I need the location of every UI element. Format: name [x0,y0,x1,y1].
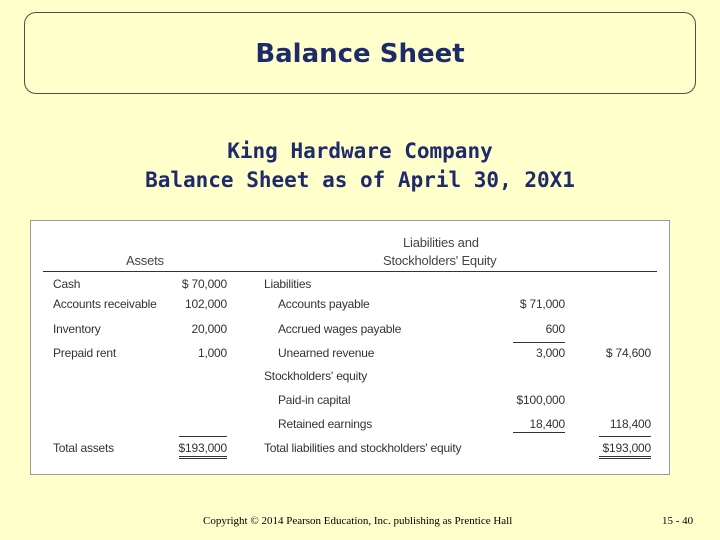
equity-label: Retained earnings [278,417,373,431]
asset-value: $ 70,000 [181,277,227,291]
right-double-rule [599,456,651,459]
right-total-rule [599,436,651,437]
liabilities-total: $ 74,600 [605,346,651,360]
asset-value: 20,000 [191,322,227,336]
title-box [24,12,696,94]
liabilities-header-line2: Stockholders' Equity [383,253,497,268]
company-name: King Hardware Company [227,139,493,163]
liability-label: Unearned revenue [278,346,375,360]
equity-value: 18,400 [529,417,565,431]
copyright-notice: Copyright © 2014 Pearson Education, Inc. publishing as Prentice Hall [203,515,513,527]
equity-label: Paid-in capital [278,393,351,407]
liability-label: Accounts payable [278,297,370,311]
page-number: 15 - 40 [662,515,694,527]
statement-title: Balance Sheet as of April 30, 20X1 [145,168,575,192]
total-liabilities-equity-value: $193,000 [602,441,651,455]
equity-total: 118,400 [609,417,651,431]
liabilities-header-line1: Liabilities and [403,235,479,250]
asset-value: 1,000 [197,346,227,360]
assets-header: Assets [126,253,164,268]
asset-label: Inventory [53,322,101,336]
asset-label: Cash [53,277,81,291]
assets-total-rule [179,436,227,437]
equity-value: $100,000 [516,393,565,407]
header-rule [43,271,657,272]
liability-label: Accrued wages payable [278,322,402,336]
liability-value: 600 [545,322,565,336]
asset-value: 102,000 [185,297,227,311]
liability-value: 3,000 [535,346,565,360]
liabilities-subtotal-rule [513,342,565,343]
total-assets-value: $193,000 [178,441,227,455]
asset-label: Accounts receivable [53,297,157,311]
total-assets-label: Total assets [53,441,114,455]
asset-label: Prepaid rent [53,346,116,360]
total-liabilities-equity-label: Total liabilities and stockholders' equity [264,441,462,455]
assets-double-rule [179,456,227,459]
liabilities-section-label: Liabilities [264,277,312,291]
liability-value: $ 71,000 [519,297,565,311]
equity-subtotal-rule [513,432,565,433]
balance-sheet-table [30,220,670,475]
equity-section-label: Stockholders' equity [264,369,368,383]
slide-title: Balance Sheet [255,39,465,69]
